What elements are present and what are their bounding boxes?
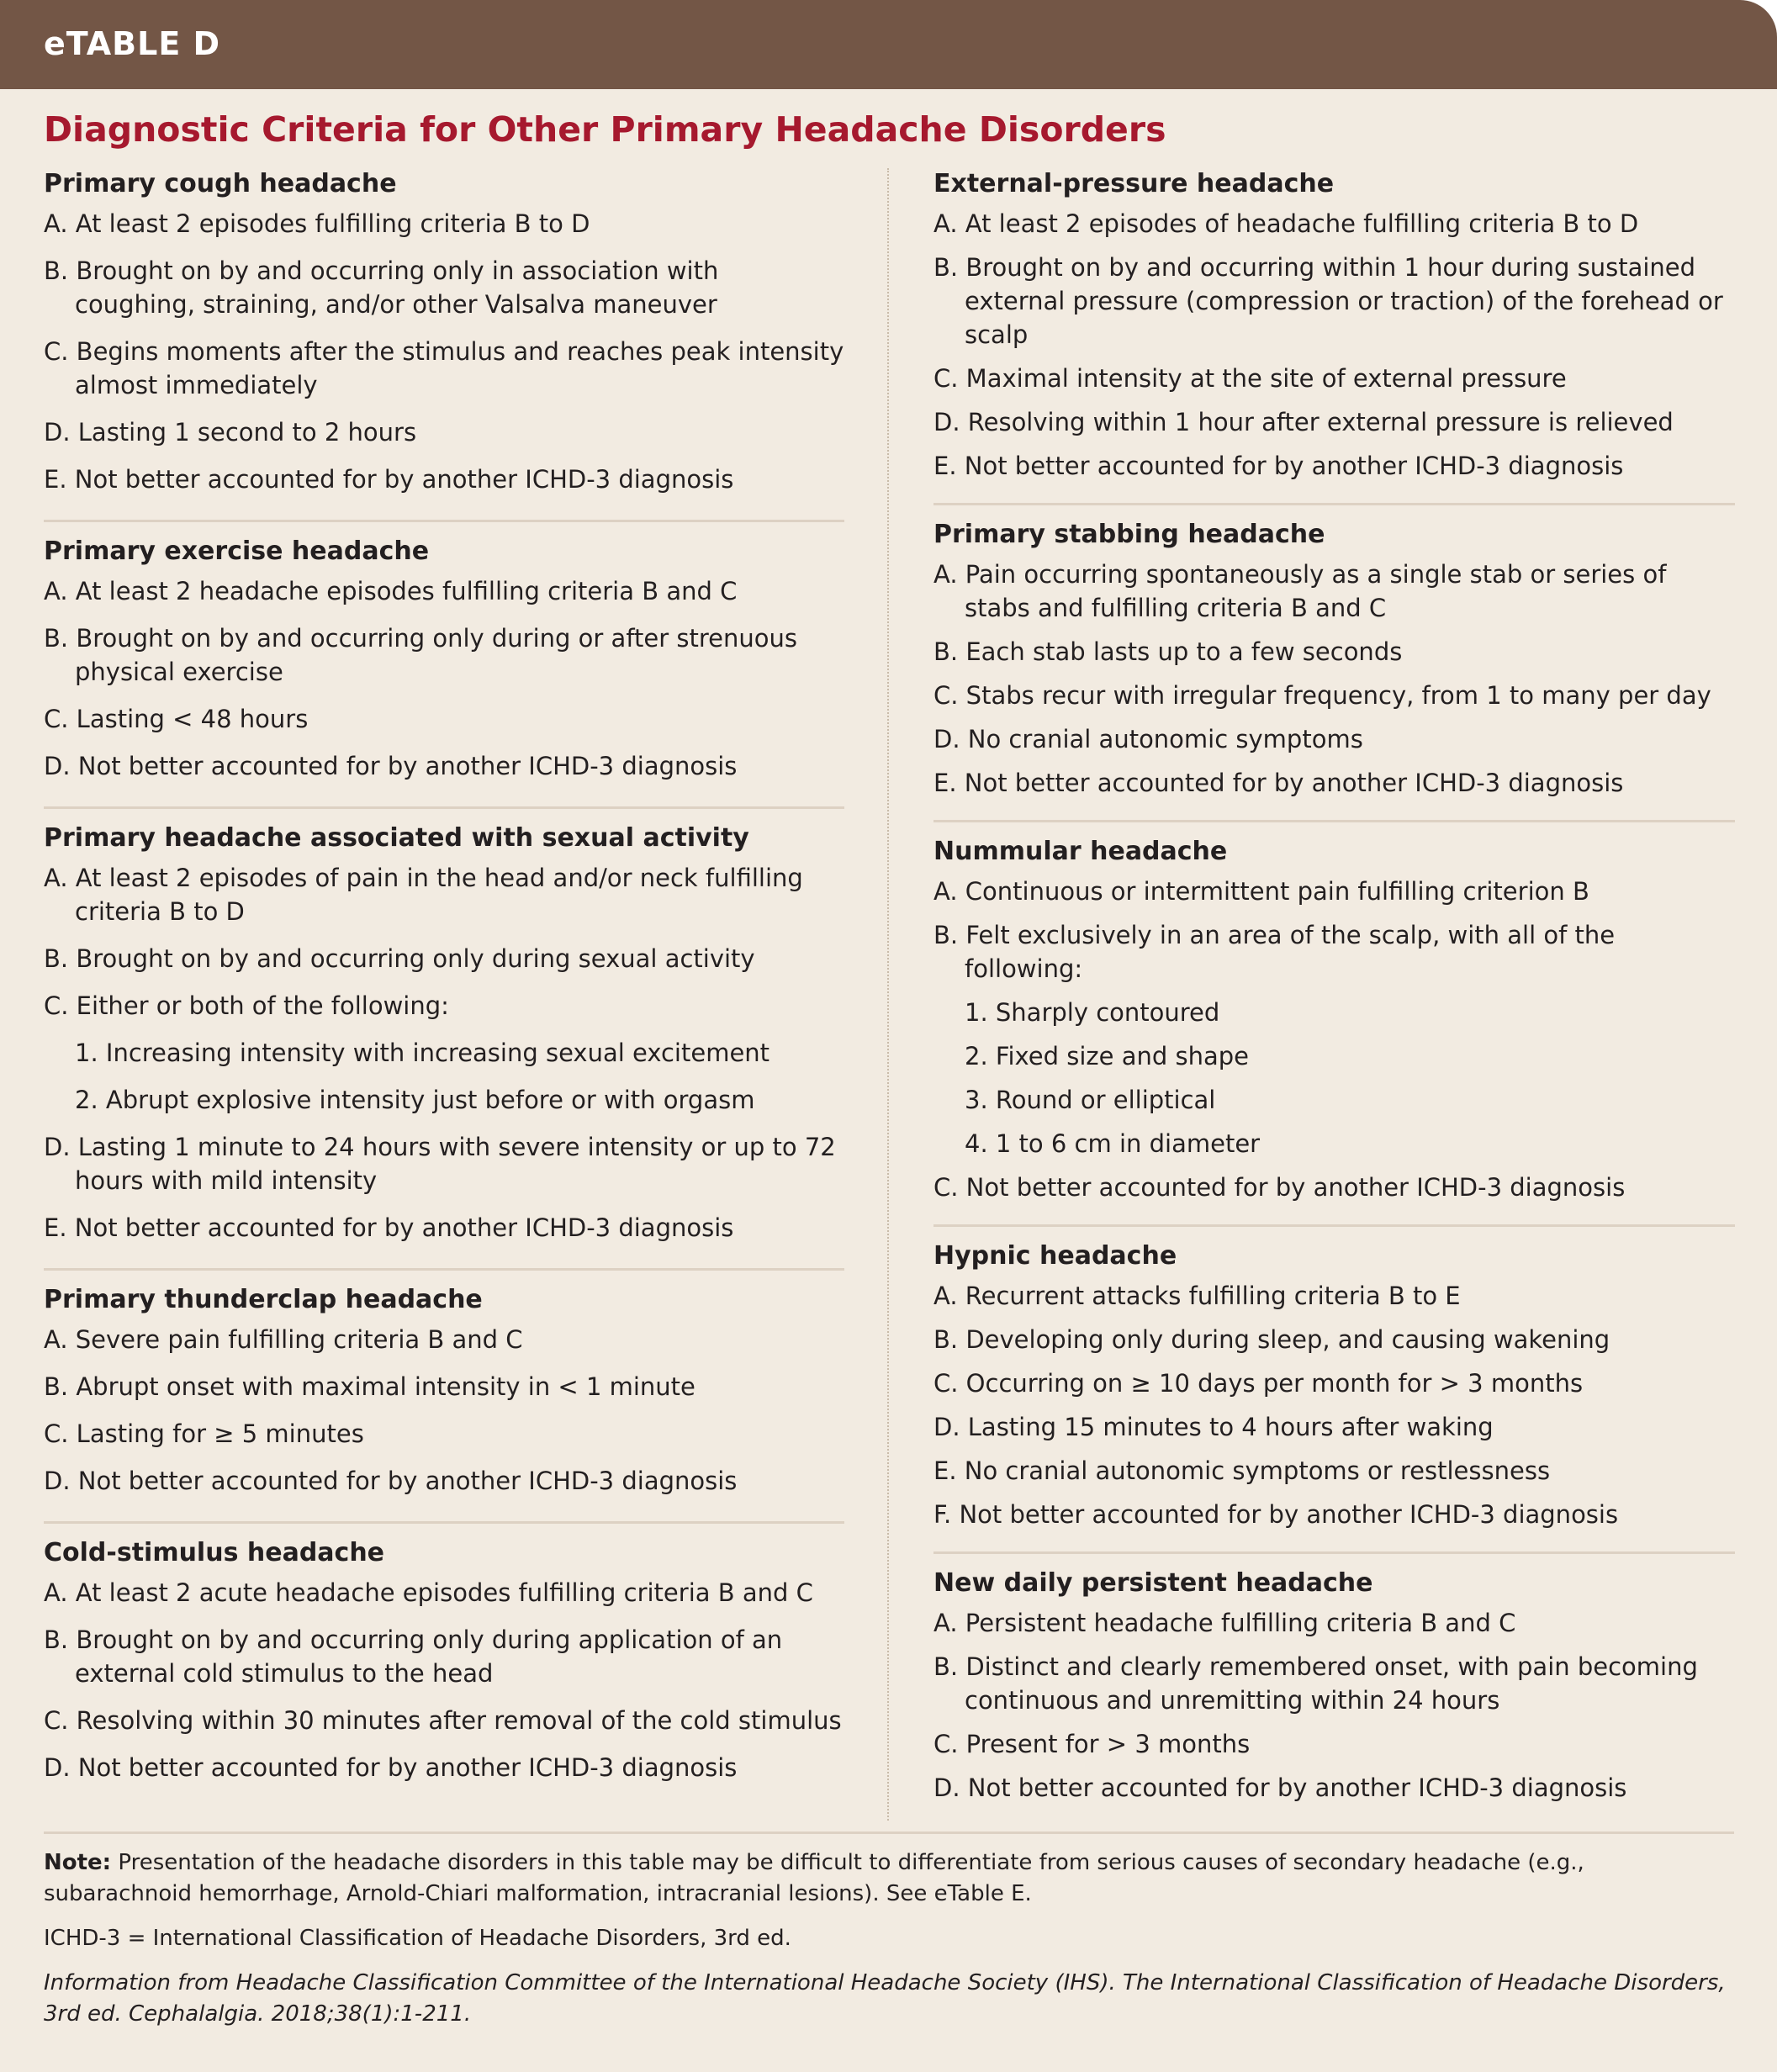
criterion: A. At least 2 headache episodes fulfilling criteria B and C <box>44 577 738 605</box>
section-primary-exercise-headache <box>44 536 844 809</box>
footer-divider <box>44 1832 1734 1834</box>
criterion: E. No cranial autonomic symptoms or restlessness <box>933 1456 1551 1485</box>
criterion: C. Occurring on ≥ 10 days per month for > 3 months <box>933 1369 1584 1398</box>
sub-criterion: 2. Fixed size and shape <box>965 1042 1249 1070</box>
sub-criterion: 2. Abrupt explosive intensity just before or with orgasm <box>75 1086 755 1114</box>
criterion: B. Each stab lasts up to a few seconds <box>933 637 1403 666</box>
criterion: C. Stabs recur with irregular frequency, from 1 to many per day <box>933 681 1711 710</box>
criterion: D. Resolving within 1 hour after external pressure is relieved <box>933 408 1674 436</box>
criterion: A. At least 2 acute headache episodes fulfilling criteria B and C <box>44 1578 813 1607</box>
section-title: Primary exercise headache <box>44 536 430 566</box>
table-footer <box>44 1832 1734 2043</box>
criterion: B. Distinct and clearly remembered onset, with pain becoming continuous and unremitting within 24 hours <box>933 1652 1698 1715</box>
criterion: A. Severe pain fulfilling criteria B and C <box>44 1325 523 1354</box>
note-text: Presentation of the headache disorders in this table may be difficult to differentiate from serious causes of secondary headache (e.g., subarachnoid hemorrhage, Arnold-Chiari malformation, intracranial lesions). See eTable E. <box>44 1850 1584 1906</box>
sub-criterion: 1. Increasing intensity with increasing sexual excitement <box>75 1039 770 1067</box>
criterion: C. Either or both of the following: <box>44 991 449 1020</box>
criterion: E. Not better accounted for by another ICHD-3 diagnosis <box>44 465 734 494</box>
criterion: C. Present for > 3 months <box>933 1730 1251 1758</box>
criterion: E. Not better accounted for by another ICHD-3 diagnosis <box>933 769 1624 797</box>
section-title: Cold-stimulus headache <box>44 1538 385 1567</box>
criterion: A. At least 2 episodes of headache fulfilling criteria B to D <box>933 209 1639 238</box>
table-title: Diagnostic Criteria for Other Primary Headache Disorders <box>44 109 1166 150</box>
section-title: Nummular headache <box>933 837 1228 866</box>
criterion: C. Lasting < 48 hours <box>44 705 309 733</box>
criterion: C. Resolving within 30 minutes after removal of the cold stimulus <box>44 1706 842 1735</box>
section-external-pressure-headache <box>933 168 1735 505</box>
section-title: New daily persistent headache <box>933 1568 1373 1598</box>
note-label: Note: <box>44 1850 112 1875</box>
section-primary-headache-sexual-activity <box>44 822 844 1271</box>
criterion: D. Not better accounted for by another ICHD-3 diagnosis <box>44 752 738 780</box>
criterion: C. Not better accounted for by another ICHD-3 diagnosis <box>933 1173 1626 1202</box>
section-primary-stabbing-headache <box>933 519 1735 822</box>
right-column <box>933 168 1735 1838</box>
criterion: C. Maximal intensity at the site of external pressure <box>933 364 1567 393</box>
criterion: F. Not better accounted for by another ICHD-3 diagnosis <box>933 1500 1619 1529</box>
criterion: B. Brought on by and occurring within 1 hour during sustained external pressure (compression or traction) of the forehead or scalp <box>933 253 1723 349</box>
section-primary-thunderclap-headache <box>44 1284 844 1524</box>
section-new-daily-persistent-headache <box>933 1567 1735 1825</box>
section-nummular-headache <box>933 836 1735 1227</box>
criterion: A. Recurrent attacks fulfilling criteria B to E <box>933 1282 1461 1310</box>
criterion: A. Continuous or intermittent pain fulfilling criterion B <box>933 877 1589 906</box>
section-cold-stimulus-headache <box>44 1537 844 1808</box>
criterion: D. Not better accounted for by another ICHD-3 diagnosis <box>44 1753 738 1782</box>
section-title: Primary cough headache <box>44 169 397 198</box>
table-label: eTABLE D <box>44 25 221 62</box>
criterion: D. Lasting 1 minute to 24 hours with severe intensity or up to 72 hours with mild intensity <box>44 1133 836 1195</box>
sub-criterion: 3. Round or elliptical <box>965 1086 1216 1114</box>
criterion: B. Developing only during sleep, and causing wakening <box>933 1325 1610 1354</box>
criterion: D. Lasting 1 second to 2 hours <box>44 418 417 447</box>
criterion: E. Not better accounted for by another ICHD-3 diagnosis <box>44 1213 734 1242</box>
criterion: A. Pain occurring spontaneously as a single stab or series of stabs and fulfilling criteria B and C <box>933 560 1667 622</box>
source-citation: Information from Headache Classification Committee of the International Headache Society (IHS). The International Classification of Headache Disorders, 3rd ed. Cephalalgia. 2018;38(1):1-211. <box>44 1970 1726 2027</box>
section-title: Primary stabbing headache <box>933 520 1325 549</box>
section-title: Hypnic headache <box>933 1241 1177 1271</box>
left-column <box>44 168 844 1821</box>
criterion: A. Persistent headache fulfilling criteria B and C <box>933 1609 1516 1637</box>
criterion: D. Not better accounted for by another ICHD-3 diagnosis <box>44 1467 738 1495</box>
abbreviation-line: ICHD-3 = International Classification of Headache Disorders, 3rd ed. <box>44 1926 791 1951</box>
header-bar <box>0 0 1777 89</box>
criterion: D. Not better accounted for by another ICHD-3 diagnosis <box>933 1773 1627 1802</box>
criterion: C. Begins moments after the stimulus and reaches peak intensity almost immediately <box>44 337 844 399</box>
section-title: Primary thunderclap headache <box>44 1285 483 1314</box>
sub-criterion: 1. Sharply contoured <box>965 998 1220 1027</box>
criterion: A. At least 2 episodes of pain in the head and/or neck fulfilling criteria B to D <box>44 864 803 926</box>
criterion: B. Brought on by and occurring only in association with coughing, straining, and/or other Valsalva maneuver <box>44 256 719 319</box>
section-hypnic-headache <box>933 1240 1735 1554</box>
section-title: Primary headache associated with sexual activity <box>44 823 749 853</box>
criterion: B. Felt exclusively in an area of the scalp, with all of the following: <box>933 921 1616 983</box>
section-primary-cough-headache <box>44 168 844 522</box>
criterion: D. No cranial autonomic symptoms <box>933 725 1363 753</box>
criterion: B. Brought on by and occurring only during application of an external cold stimulus to the head <box>44 1625 783 1688</box>
criterion: C. Lasting for ≥ 5 minutes <box>44 1419 364 1448</box>
section-title: External-pressure headache <box>933 169 1335 198</box>
criterion: B. Brought on by and occurring only during sexual activity <box>44 944 755 973</box>
criterion: D. Lasting 15 minutes to 4 hours after waking <box>933 1413 1494 1441</box>
note <box>44 1847 1734 1910</box>
criterion: B. Abrupt onset with maximal intensity in < 1 minute <box>44 1372 695 1401</box>
criterion: A. At least 2 episodes fulfilling criteria B to D <box>44 209 590 238</box>
criterion: B. Brought on by and occurring only during or after strenuous physical exercise <box>44 624 797 686</box>
column-divider <box>887 168 889 1821</box>
sub-criterion: 4. 1 to 6 cm in diameter <box>965 1129 1261 1158</box>
criterion: E. Not better accounted for by another ICHD-3 diagnosis <box>933 452 1624 480</box>
